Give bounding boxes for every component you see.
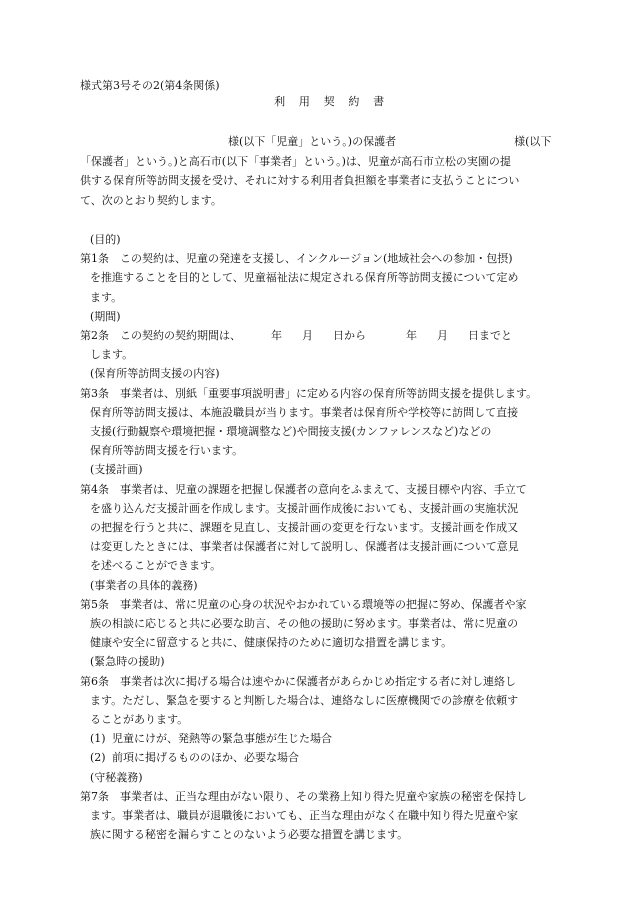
item-number: (2) [90, 751, 106, 765]
article-4-line-3: の把握を行うと共に、課題を見直し、支援計画の変更を行ないます。支援計画を作成又 [90, 521, 519, 535]
form-label: 様式第3号その2(第4条関係) [80, 79, 220, 92]
article-7-line-3: 族に関する秘密を漏らすことのないよう必要な措置を講じます。 [90, 828, 409, 842]
article-4 [80, 460, 584, 575]
article-3-heading: (保育所等訪問支援の内容) [90, 367, 220, 381]
article-3 [80, 364, 584, 460]
article-4-line-2: を盛り込んだ支援計画を作成します。支援計画作成後においても、支援計画の実施状況 [90, 501, 519, 515]
article-4-number: 第4条 [80, 482, 109, 496]
article-6-text: 事業者は次に掲げる場合は速やかに保護者があらかじめ指定する者に対し連絡し [120, 674, 516, 688]
item-text: 児童にけが、発熱等の緊急事態が生じた場合 [112, 732, 332, 746]
article-2-number: 第2条 [80, 329, 109, 343]
article-1-line-3: ます。 [90, 290, 123, 304]
article-1 [80, 230, 584, 307]
article-3-line-3: 支援(行動観察や環境把握・環境調整など)や間接支援(カンファレンスなど)などの [90, 425, 492, 439]
end-month-label: 月 [437, 329, 448, 343]
article-5 [80, 576, 584, 653]
start-day-label: 日から [333, 329, 366, 343]
start-month-label: 月 [302, 329, 313, 343]
article-3-number: 第3条 [80, 386, 109, 400]
article-1-line-1 [80, 249, 584, 268]
article-6-line-3: ることがあります。 [90, 713, 189, 727]
article-1-line-2: を推進することを目的として、児童福祉法に規定される保育所等訪問支援について定め [90, 271, 519, 285]
article-7-line-2: ます。事業者は、職員が退職後においても、正当な理由がなく在職中知り得た児童や家 [90, 809, 519, 823]
article-3-text: 事業者は、別紙「重要事項説明書」に定める内容の保育所等訪問支援を提供します。 [120, 386, 538, 400]
intro-line-4: て、次のとおり契約します。 [80, 193, 222, 207]
article-5-line-2: 族の相談に応じると共に必要な助言、その他の援助に努めます。事業者は、常に児童の [90, 617, 519, 631]
article-6 [80, 652, 584, 767]
intro-line-3: 供する保育所等訪問支援を受け、それに対する利用者負担額を事業者に支払うことについ [80, 174, 520, 187]
article-7 [80, 768, 584, 845]
article-6-line-1 [80, 672, 584, 691]
article-7-number: 第7条 [80, 789, 109, 803]
item-number: (1) [90, 732, 106, 746]
intro-paragraph [80, 132, 584, 210]
guardian-name-suffix: 様(以下 [514, 135, 552, 148]
article-4-line-4: は変更したときには、事業者は保護者に対して説明し、保護者は支援計画について意見 [90, 540, 519, 554]
article-5-line-3: 健康や安全に留意すると共に、健康保持のために適切な措置を講じます。 [90, 636, 453, 650]
article-4-text: 事業者は、児童の課題を把握し保護者の意向をふまえて、支援目標や内容、手立て [120, 482, 527, 496]
start-year-label: 年 [271, 329, 282, 343]
article-3-line-1 [80, 384, 584, 403]
end-day-label: 日までと [468, 329, 512, 343]
document-title: 利用契約書 [274, 95, 398, 108]
article-6-number: 第6条 [80, 674, 109, 688]
list-item [80, 748, 584, 767]
article-3-line-4: 保育所等訪問支援を行います。 [90, 444, 244, 458]
article-2-text: この契約の契約期間は、 [120, 329, 241, 343]
article-7-line-1 [80, 787, 584, 806]
article-6-line-2: ます。ただし、緊急を要すると判断した場合は、連絡なしに医療機関での診療を依頼す [90, 693, 519, 707]
intro-line-1 [80, 132, 584, 152]
item-text: 前項に掲げるもののほか、必要な場合 [112, 751, 299, 765]
article-4-heading: (支援計画) [90, 463, 143, 477]
article-7-text: 事業者は、正当な理由がない限り、その業務上知り得た児童や家族の秘密を保持し [120, 789, 527, 803]
article-2-line-2: します。 [90, 348, 134, 362]
article-3-line-2: 保育所等訪問支援は、本施設職員が当ります。事業者は保育所や学校等に訪問して直接 [90, 405, 519, 419]
article-2-line-1 [80, 326, 584, 345]
child-name-suffix: 様(以下「児童」という。)の保護者 [228, 135, 397, 148]
article-1-text: この契約は、児童の発達を支援し、インクルージョン(地域社会への参加・包摂) [120, 252, 513, 266]
list-item [80, 729, 584, 748]
article-7-heading: (守秘義務) [90, 770, 143, 784]
article-1-number: 第1条 [80, 252, 109, 266]
article-4-line-1 [80, 480, 584, 499]
article-5-line-1 [80, 595, 584, 614]
article-5-heading: (事業者の具体的義務) [90, 578, 198, 592]
article-5-text: 事業者は、常に児童の心身の状況やおかれている環境等の把握に努め、保護者や家 [120, 597, 527, 611]
end-year-label: 年 [406, 329, 417, 343]
article-2 [80, 307, 584, 365]
article-1-heading: (目的) [90, 233, 121, 246]
article-5-number: 第5条 [80, 597, 109, 611]
article-6-heading: (緊急時の援助) [90, 655, 165, 669]
article-2-heading: (期間) [90, 309, 121, 323]
spacer [80, 210, 584, 230]
intro-line-2: 「保護者」という。)と高石市(以下「事業者」という。)は、児童が高石市立松の実園の提 [80, 154, 511, 168]
article-4-line-5: を述べることができます。 [90, 559, 222, 573]
